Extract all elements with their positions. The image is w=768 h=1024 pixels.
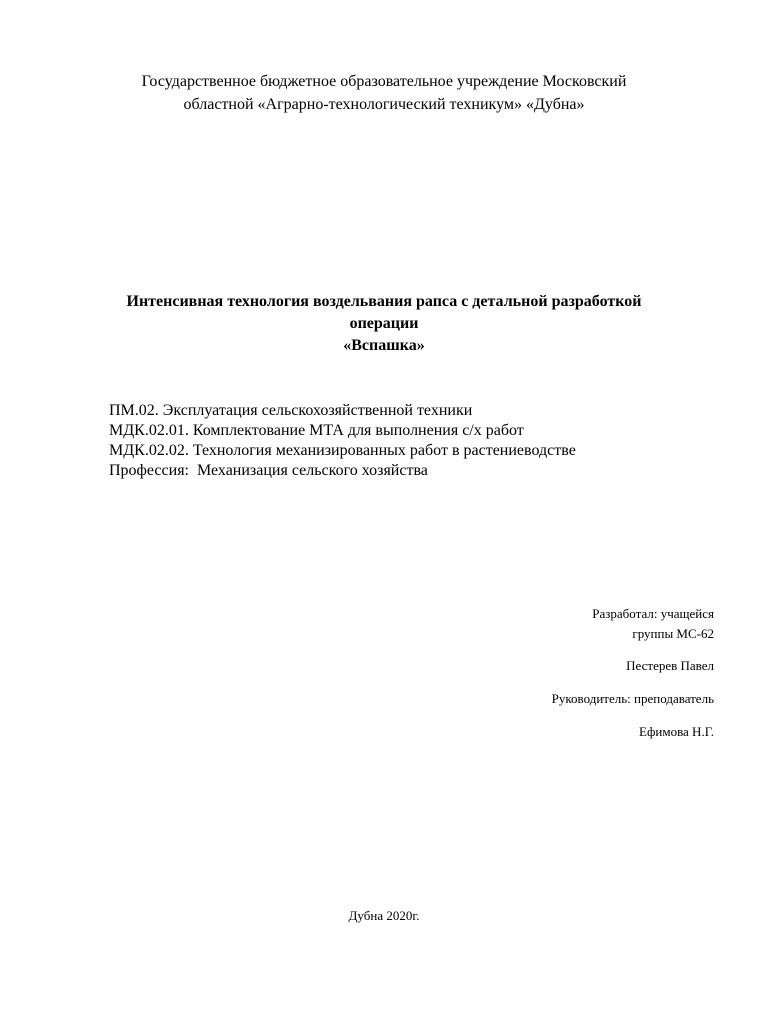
student-name: Пестерев Павел (626, 658, 714, 673)
supervisor-label: Руководитель: преподаватель (551, 691, 714, 706)
institution-line-1: Государственное бюджетное образовательное учреждение Московский (141, 73, 627, 90)
footer-place-year: Дубна 2020г. (348, 908, 420, 923)
title-line-3: «Вспашка» (343, 337, 425, 354)
module-line: ПМ.02. Эксплуатация сельскохозяйственной техники (109, 402, 473, 419)
module-line: МДК.02.01. Комплектование МТА для выполнения с/х работ (109, 422, 524, 439)
institution-header (60, 70, 708, 116)
institution-line-2: областной «Аграрно-технологический техникум» «Дубна» (183, 96, 585, 113)
title-line-1: Интенсивная технология воздельвания рапса с детальной разработкой (126, 293, 642, 310)
group-label: группы МС-62 (632, 626, 714, 641)
modules-list (109, 401, 729, 481)
title-line-2: операции (349, 315, 419, 332)
module-line: МДК.02.02. Технология механизированных работ в растениеводстве (109, 442, 576, 459)
supervisor-name: Ефимова Н.Г. (639, 724, 714, 739)
author-block (414, 604, 714, 742)
developed-by-label: Разработал: учащейся (592, 606, 714, 621)
document-title (60, 291, 708, 357)
profession-line: Профессия: Механизация сельского хозяйства (109, 462, 428, 479)
